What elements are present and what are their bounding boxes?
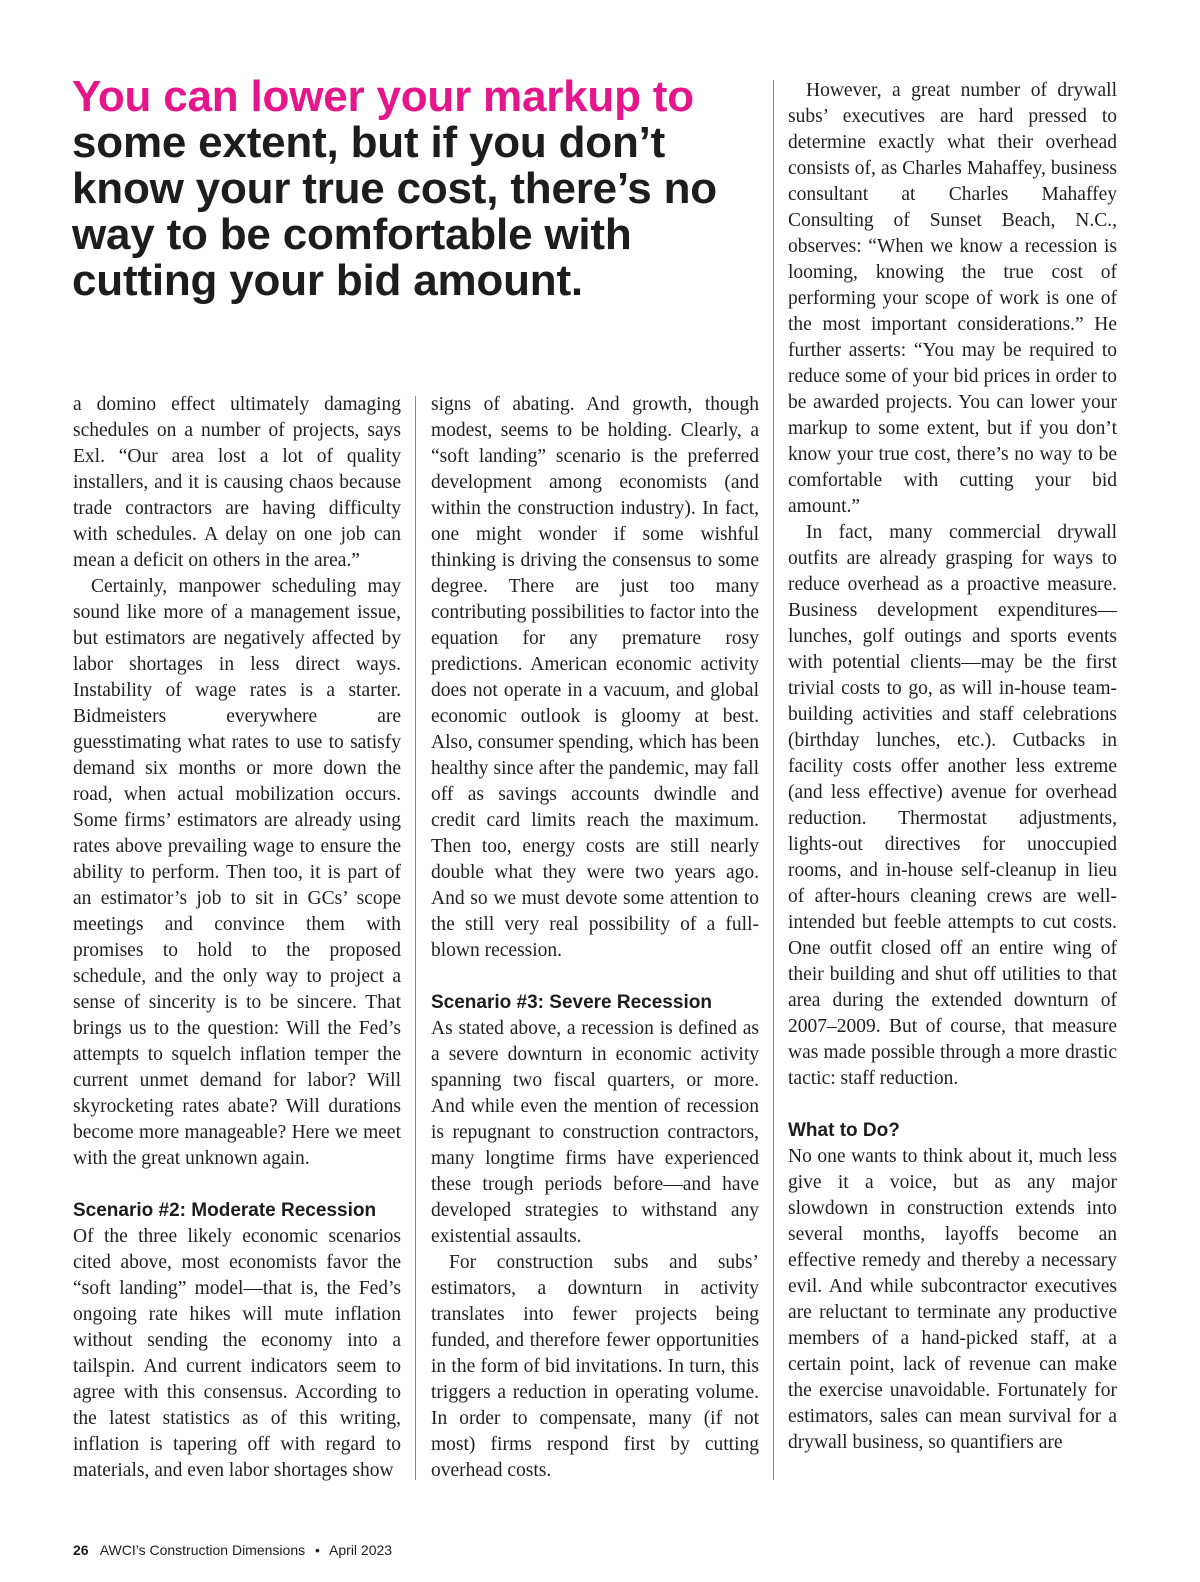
- paragraph: In fact, many commercial drywall outfits are already grasping for ways to reduce overhead as a proactive measure. Business development expenditures—lunches, golf outings and sports events with potential clients—may be the first trivial costs to go, as will in-house team-building activities and staff celebrations (birthday lunches, etc.). Cutbacks in facility costs offer another less extreme (and less effective) avenue for overhead reduction. Thermostat adjustments, lights-out directives for unoccupied rooms, and in-house self-cleanup in lieu of after-hours cleaning crews are well-intended but feeble attempts to cut costs. One outfit closed off an entire wing of their building and shut off utilities to that area during the extended downturn of 2007–2009. But of course, that measure was made possible through a more drastic tactic: staff reduction.: [788, 522, 1117, 1089]
- article-column-3: [788, 78, 1117, 1456]
- page-number: 26: [73, 1542, 89, 1558]
- paragraph: a domino effect ultimately damaging schedules on a number of projects, says Exl. “Our area lost a lot of quality installers, and it is causing chaos because trade contractors are having difficulty with schedules. A delay on one job can mean a deficit on others in the area.”: [73, 394, 401, 571]
- page-footer: [73, 1542, 392, 1558]
- article-column-1: [73, 392, 401, 1484]
- paragraph: Of the three likely economic scenarios cited above, most economists favor the “soft landing” model—that is, the Fed’s ongoing rate hikes will mute inflation without sending the economy into a tailspin. And current indicators seem to agree with this consensus. According to the latest statistics as of this writing, inflation is tapering off with regard to materials, and even labor shortages show: [73, 1226, 401, 1481]
- column-divider-right: [773, 80, 774, 1480]
- pull-quote-text: some extent, but if you don’t know your true cost, there’s no way to be comfortable with cutting your bid amount.: [72, 118, 717, 305]
- paragraph: As stated above, a recession is defined as a severe downturn in economic activity spanning two fiscal quarters, or more. And while even the mention of recession is repugnant to construction contractors, many longtime firms have experienced these trough periods before—and have developed strategies to withstand any existential assaults.: [431, 1018, 759, 1247]
- pull-quote: [72, 74, 752, 304]
- paragraph: signs of abating. And growth, though modest, seems to be holding. Clearly, a “soft landing” scenario is the preferred development among economists (and within the construction industry). In fact, one might wonder if some wishful thinking is driving the consensus to some degree. There are just too many contributing possibilities to factor into the equation for any premature rosy predictions. American economic activity does not operate in a vacuum, and global economic outlook is gloomy at best. Also, consumer spending, which has been healthy since after the pandemic, may fall off as savings accounts dwindle and credit card limits reach the maximum. Then too, energy costs are still nearly double what they were two years ago. And so we must devote some attention to the still very real possibility of a full-blown recession.: [431, 394, 759, 961]
- publication-name: AWCI’s Construction Dimensions: [99, 1542, 306, 1558]
- paragraph: No one wants to think about it, much less give it a voice, but as any major slowdown in construction extends into several months, layoffs become an effective remedy and thereby a necessary evil. And while subcontractor executives are reluctant to terminate any productive members of a hand-picked staff, at a certain point, lack of revenue can make the exercise unavoidable. Fortunately for estimators, sales can mean survival for a drywall business, so quantifiers are: [788, 1146, 1117, 1453]
- footer-separator: •: [315, 1542, 320, 1558]
- section-heading-scenario-2: Scenario #2: Moderate Recession: [73, 1200, 377, 1221]
- section-heading-what-to-do: What to Do?: [788, 1120, 900, 1141]
- paragraph: However, a great number of drywall subs’ executives are hard pressed to determine exactly what their overhead consists of, as Charles Mahaffey, business consultant at Charles Mahaffey Consulting of Sunset Beach, N.C., observes: “When we know a recession is looming, knowing the true cost of performing your scope of work is one of the most important considerations.” He further asserts: “You may be required to reduce some of your bid prices in order to be awarded projects. You can lower your markup to some extent, but if you don’t know your true cost, there’s no way to be comfortable with cutting your bid amount.”: [788, 80, 1117, 517]
- section-heading-scenario-3: Scenario #3: Severe Recession: [431, 992, 712, 1013]
- article-column-2: [431, 392, 759, 1484]
- paragraph: For construction subs and subs’ estimators, a downturn in activity translates into fewer projects being funded, and therefore fewer opportunities in the form of bid invitations. In turn, this triggers a reduction in operating volume. In order to compensate, many (if not most) firms respond first by cutting overhead costs.: [431, 1252, 759, 1481]
- paragraph: Certainly, manpower scheduling may sound like more of a management issue, but estimators are negatively affected by labor shortages in less direct ways. Instability of wage rates is a starter. Bidmeisters everywhere are guesstimating what rates to use to satisfy demand six months or more down the road, when actual mobilization occurs. Some firms’ estimators are already using rates above prevailing wage to ensure the ability to perform. Then too, it is part of an estimator’s job to sit in GCs’ scope meetings and convince them with promises to hold to the proposed schedule, and the only way to project a sense of sincerity is to be sincere. That brings us to the question: Will the Fed’s attempts to squelch inflation temper the current unmet demand for labor? Will skyrocketing rates abate? Will durations become more manageable? Here we meet with the great unknown again.: [73, 576, 401, 1169]
- column-divider-left: [415, 396, 416, 1480]
- issue-date: April 2023: [329, 1542, 393, 1558]
- pull-quote-accent: You can lower your markup to: [72, 72, 694, 121]
